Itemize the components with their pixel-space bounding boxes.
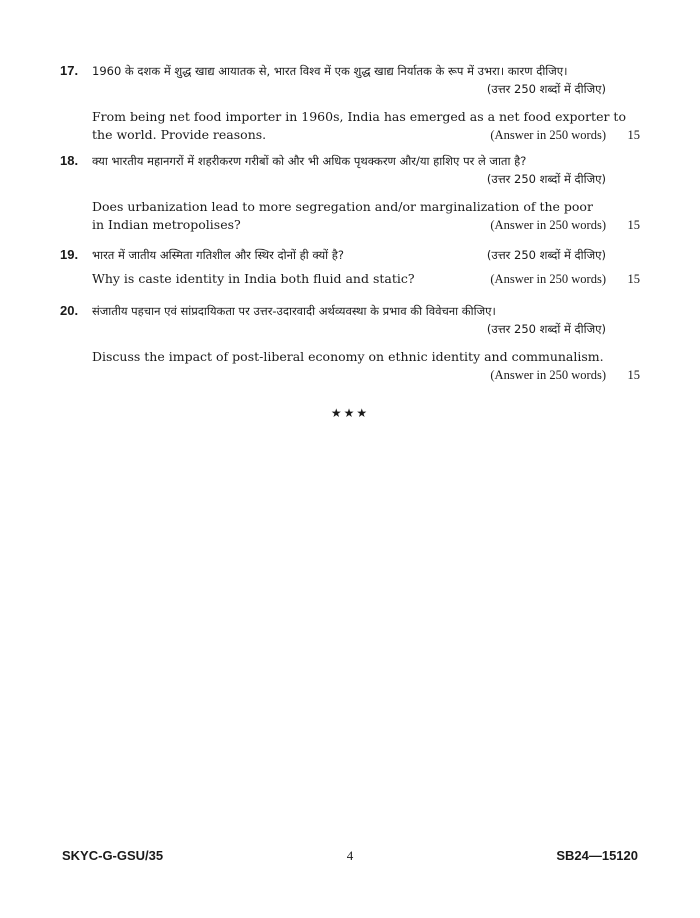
question-number: 17.	[60, 63, 79, 78]
question-english-line-1: Why is caste identity in India both fluid and static?	[92, 271, 415, 286]
question-17	[60, 62, 640, 144]
hindi-word-limit: (उत्तर 250 शब्दों में दीजिए)	[486, 322, 606, 336]
question-18	[60, 152, 640, 234]
question-hindi-text: 1960 के दशक में शुद्ध खाद्य आयातक से, भारत विश्व में एक शुद्ध खाद्य निर्यातक के रूप में उभरा। कारण दीजिए।	[92, 64, 568, 78]
question-english-line-1: Does urbanization lead to more segregation and/or marginalization of the poor	[92, 199, 593, 214]
question-english-line-1: From being net food importer in 1960s, India has emerged as a net food exporter to	[92, 109, 626, 124]
question-english-line-2: in Indian metropolises?	[92, 217, 241, 232]
question-english-line-1: Discuss the impact of post-liberal economy on ethnic identity and communalism.	[92, 349, 604, 364]
question-number: 18.	[60, 153, 79, 168]
question-hindi-text: संजातीय पहचान एवं सांप्रदायिकता पर उत्तर-उदारवादी अर्थव्यवस्था के प्रभाव की विवेचना कीजिए।	[92, 304, 496, 318]
question-hindi-text: क्या भारतीय महानगरों में शहरीकरण गरीबों को और भी अधिक पृथक्करण और/या हाशिए पर ले जाता है?	[92, 154, 527, 168]
question-number: 20.	[60, 303, 79, 318]
answer-word-limit: (Answer in 250 words)	[490, 218, 606, 232]
answer-word-limit: (Answer in 250 words)	[490, 272, 606, 286]
question-marks: 15	[627, 128, 640, 142]
page-number: 4	[346, 848, 354, 863]
hindi-word-limit: (उत्तर 250 शब्दों में दीजिए)	[486, 82, 606, 96]
question-hindi-text: भारत में जातीय अस्मिता गतिशील और स्थिर दोनों ही क्यों है?	[92, 248, 345, 262]
answer-word-limit: (Answer in 250 words)	[490, 368, 606, 382]
question-marks: 15	[627, 368, 640, 382]
question-19	[60, 246, 640, 288]
hindi-word-limit: (उत्तर 250 शब्दों में दीजिए)	[486, 172, 606, 186]
end-marker: ★★★	[330, 406, 370, 420]
booklet-code: SB24—15120	[556, 848, 638, 863]
question-marks: 15	[627, 272, 640, 286]
question-english-line-2: the world. Provide reasons.	[92, 127, 267, 142]
question-number: 19.	[60, 247, 79, 262]
paper-code: SKYC-G-GSU/35	[62, 848, 164, 863]
question-marks: 15	[627, 218, 640, 232]
hindi-word-limit: (उत्तर 250 शब्दों में दीजिए)	[486, 248, 606, 262]
question-20	[60, 302, 640, 384]
answer-word-limit: (Answer in 250 words)	[490, 128, 606, 142]
